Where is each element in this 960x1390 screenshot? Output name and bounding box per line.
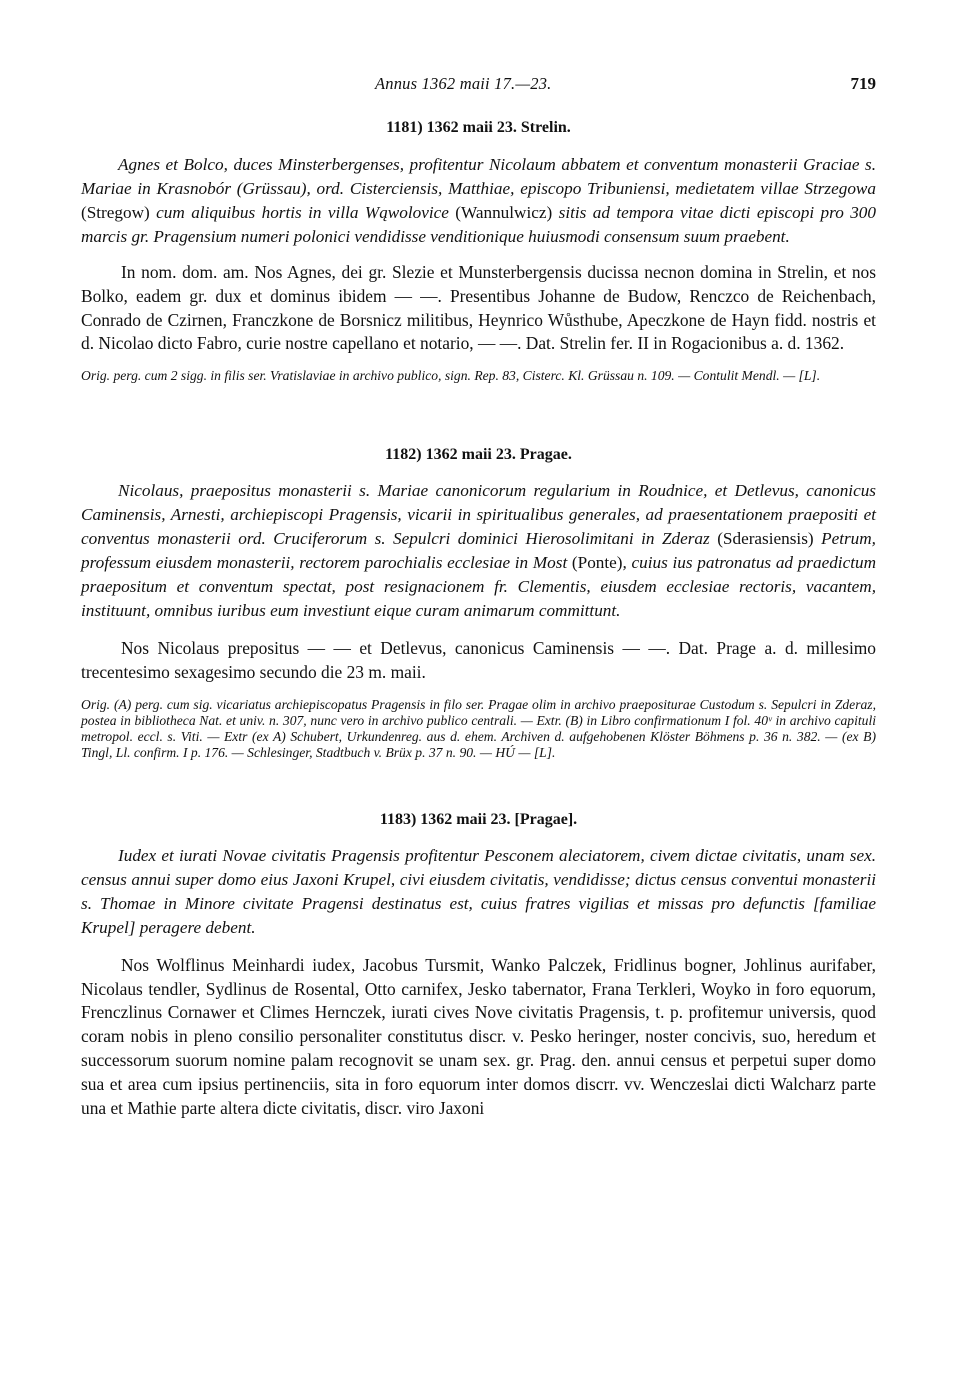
entry-source-note: Orig. (A) perg. cum sig. vicariatus archiepiscopatus Pragensis in filo ser. Pragae olim in archivo praepositurae Custodum s. Sepulcri in Zderaz, postea in bibliotheca Nat. et univ. n. 307, nunc vero in archivo publico centrali. — Extr. (B) in Libro confirmationum I fol. 40ᵛ in archivo capituli metropol. eccl. s. Viti. — Extr (ex A) Schubert, Urkundenreg. aus d. ehem. Archiven d. aufgehobenen Klöster Böhmens p. 36 n. 382. — (ex B) Tingl, Ll. confirm. I p. 176. — Schlesinger, Stadtbuch v. Brüx p. 37 n. 90. — HÚ — [L]. [81,696,876,760]
regest-text: Nicolaus, praepositus monasterii s. Mariae canonicorum regularium in Roudnice, et Detlevus, canonicus Caminensis, Arnesti, archiepiscopi Pragensis, vicarii in spiritualibus generales, ad praesentationem praepositi et conventus monasterii ord. Cruciferorum s. Sepulcri dominici Hierosolimitani in Zderaz [81,481,876,549]
running-title: Annus 1362 maii 17.—23. [375,74,552,93]
entry-heading: 1181) 1362 maii 23. Strelin. [386,119,571,136]
regest-text: Petrum, professum eiusdem monasterii, rectorem parochialis ecclesiae in Most [81,529,876,573]
entry-source-note: Orig. perg. cum 2 sigg. in filis ser. Vratislaviae in archivo publico, sign. Rep. 83, Cisterc. Kl. Grüssau n. 109. — Contulit Mendl. — [L]. [81,368,821,384]
regest-text: Iudex et iurati Novae civitatis Pragensis profitentur Pesconem aleciatorem, civem dictae civitatis, unam sex. census annui super domo eius Jaxoni Krupel, civi eiusdem civitatis, vendidisse; dictus census conventui monasterii s. Thomae in Minore civitate Pragensi destinatus est, cuius fratres vigilias et missas pro defunctis [familiae Krupel] peragere debent. [81,845,876,937]
running-header [81,74,876,98]
entry-heading: 1183) 1362 maii 23. [Pragae]. [379,810,578,828]
regest-text: (Stregow) [81,203,150,222]
regest-text: , cuius ius patronatus ad praedictum praepositum et conventum spectat, post resignacionem fr. Clementis, eiusdem ecclesiae rectoris, vacantem, instituunt, omnibus iuribus eum investiunt eique curam animarum committunt. [81,553,876,621]
entry-1181 [81,119,876,384]
regest-text: (Wannulwicz) [455,203,553,222]
entry-regest [81,153,876,249]
regest-text: cum aliquibus hortis in villa Wąwolovice [149,203,456,222]
entry-text: Nos Wolflinus Meinhardi iudex, Jacobus Tursmit, Wanko Palczek, Fridlinus bogner, Johlinus aurifaber, Nicolaus tendler, Sydlinus de Rosental, Otto carnifex, Jesko tabernator, Frana Terkleri, Woyko in foro equorum, Frenczlinus Cornawer et Climes Hernczek, iurati cives Nove civitatis Pragensis, t. p. profitemur universis, quod coram nobis in pleno consilio personaliter constitutus discr. v. Pesko heringer, noster concivis, suo, heredum et successorum suorum nomine palam recognovit se unam sex. gr. Prag. den. annui census et perpetui super domo sua et area cum ipsius pertinenciis, sita in foro equorum inter domos discrr. vv. Wenczeslai dicti Walcharz parte una et Mathie parte altera dicte civitatis, discr. viro Jaxoni [81,954,876,1118]
regest-text: Agnes et Bolco, duces Minsterbergenses, profitentur Nicolaum abbatem et conventum monasterii Graciae s. Mariae in Krasnobór (Grüssau), ord. Cisterciensis, Matthiae, episcopo Tribuniensi, medietatem villae Strzegowa [81,155,876,198]
entry-text: Nos Nicolaus prepositus — — et Detlevus, canonicus Caminensis — —. Dat. Prage a. d. millesimo trecentesimo sexagesimo secundo die 23 m. maii. [81,638,876,682]
entry-1182 [81,446,876,761]
regest-text: (Ponte) [571,553,623,573]
document-page [81,74,876,1120]
regest-text: sitis ad tempora vitae dicti episcopi pro 300 marcis gr. Pragensium numeri polonici vendidisse venditionique huiusmodi consensum suum praebent. [81,203,876,246]
entry-text: In nom. dom. am. Nos Agnes, dei gr. Slezie et Munsterbergensis ducissa necnon domina in Strelin, et nos Bolko, eadem gr. dux et dominus ibidem — —. Presentibus Johanne de Budow, Renczco de Reichenbach, Conrado de Czirnen, Franczkone de Borsnicz militibus, Heynrico Wůsthube, Apeczkone de Hayn fidd. nostris et d. Nicolao dicto Fabro, curie nostre capellano et notario, — —. Dat. Strelin fer. II in Rogacionibus a. d. 1362. [81,262,876,354]
entry-1183 [81,811,876,1121]
page-number: 719 [850,74,876,93]
regest-text: (Sderasiensis) [717,529,814,549]
entry-regest [81,479,876,623]
entry-regest [81,844,876,940]
entry-heading: 1182) 1362 maii 23. Pragae. [385,446,572,464]
